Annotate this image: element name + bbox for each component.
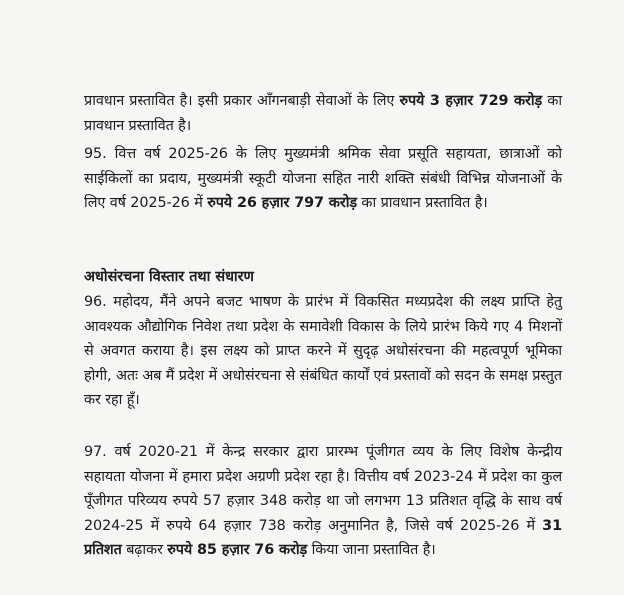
paragraph-97 bbox=[84, 440, 562, 563]
percent-bold: 31 प्रतिशत bbox=[84, 517, 562, 559]
paragraph-95 bbox=[84, 142, 562, 216]
text: बढ़ाकर bbox=[121, 542, 168, 559]
amount-bold: रुपये 3 हज़ार 729 करोड़ bbox=[399, 93, 543, 109]
text: 97. वर्ष 2020-21 में केन्द्र सरकार द्वारा प्रारम्भ पूंजीगत व्यय के लिए विशेष केन्द्रीय सहायता योजना में हमारा प्रदेश अग्रणी प्रदेश रहा है। वित्तीय वर्ष 2023-24 में प्रदेश का कुल पूँजीगत परिव्यय रुपये 57 हज़ार 348 करोड़ था जो लगभग 13 प्रतिशत वृद्धि के साथ वर्ष 2024-25 में रुपये 64 हज़ार 738 करोड़ अनुमानित है, जिसे वर्ष 2025-26 में bbox=[84, 444, 562, 534]
text: किया जाना प्रस्तावित है। bbox=[307, 542, 436, 559]
section-heading: अधोसंरचना विस्तार तथा संधारण bbox=[84, 269, 254, 285]
amount-bold: रुपये 85 हज़ार 76 करोड़ bbox=[167, 542, 308, 559]
text: का प्रावधान प्रस्तावित है। bbox=[84, 93, 562, 134]
paragraph-96: 96. महोदय, मैंने अपने बजट भाषण के प्रारंभ में विकसित मध्यप्रदेश की लक्ष्य प्राप्ति हेतु आवश्यक औद्योगिक निवेश तथा प्रदेश के समावेशी विकास के लिये प्रारंभ किये गए 4 मिशनों से अवगत कराया है। इस लक्ष्य को प्राप्त करने में सुदृढ़ अधोसंरचना की महत्वपूर्ण भूमिका होगी, अतः अब मैं प्रदेश में अधोसंरचना से संबंधित कार्यों एवं प्रस्तावों को सदन के समक्ष प्रस्तुत कर रहा हूँ। bbox=[84, 294, 562, 409]
text: 95. वित्त वर्ष 2025-26 के लिए मुख्यमंत्री श्रमिक सेवा प्रसूति सहायता, छात्राओं को साईकिलों का प्रदाय, मुख्यमंत्री स्कूटी योजना सहित नारी शक्ति संबंधी विभिन्न योजनाओं के लिए वर्ष 2025-26 में bbox=[84, 146, 562, 212]
paragraph-anganwadi bbox=[84, 89, 562, 138]
amount-bold: रुपये 26 हज़ार 797 करोड़ bbox=[207, 195, 357, 212]
text: का प्रावधान प्रस्तावित है। bbox=[356, 195, 488, 212]
text: प्रावधान प्रस्तावित है। इसी प्रकार आँगनबाड़ी सेवाओं के लिए bbox=[84, 93, 400, 109]
